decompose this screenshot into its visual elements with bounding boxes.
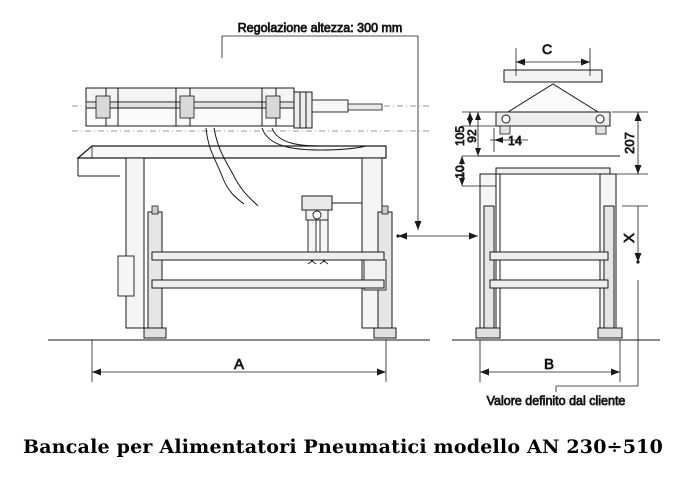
view-link-arrow (396, 233, 478, 240)
height-adjust-note: Regolazione altezza: 300 mm (237, 21, 403, 35)
table-frame-front (478, 156, 620, 328)
left-side-elevation (48, 88, 430, 340)
feeder-body-front (496, 70, 610, 134)
dimension-92-label: 92 (465, 129, 479, 143)
customer-value-note: Valore definito dal cliente (486, 394, 626, 408)
feeder-rail-assembly (86, 88, 382, 128)
front-cross-beams (490, 252, 608, 288)
dimension-207-label: 207 (622, 132, 637, 154)
dimension-105-label: 105 (453, 125, 467, 147)
figure-caption: Bancale per Alimentatori Pneumatici modello AN 230÷510 (23, 436, 663, 458)
customer-value-leader (556, 280, 638, 392)
dimension-A-label: A (233, 356, 245, 373)
dimension-14-label: 14 (508, 134, 522, 148)
pneumatic-hoses (206, 128, 366, 206)
dimension-B-label: B (543, 356, 555, 373)
dimension-X-label: X (621, 232, 638, 244)
right-front-elevation (452, 70, 660, 340)
left-leg (126, 158, 166, 338)
right-leg (362, 158, 396, 338)
dimension-10-label: 10 (453, 165, 467, 179)
dimension-C-label: C (541, 41, 553, 57)
